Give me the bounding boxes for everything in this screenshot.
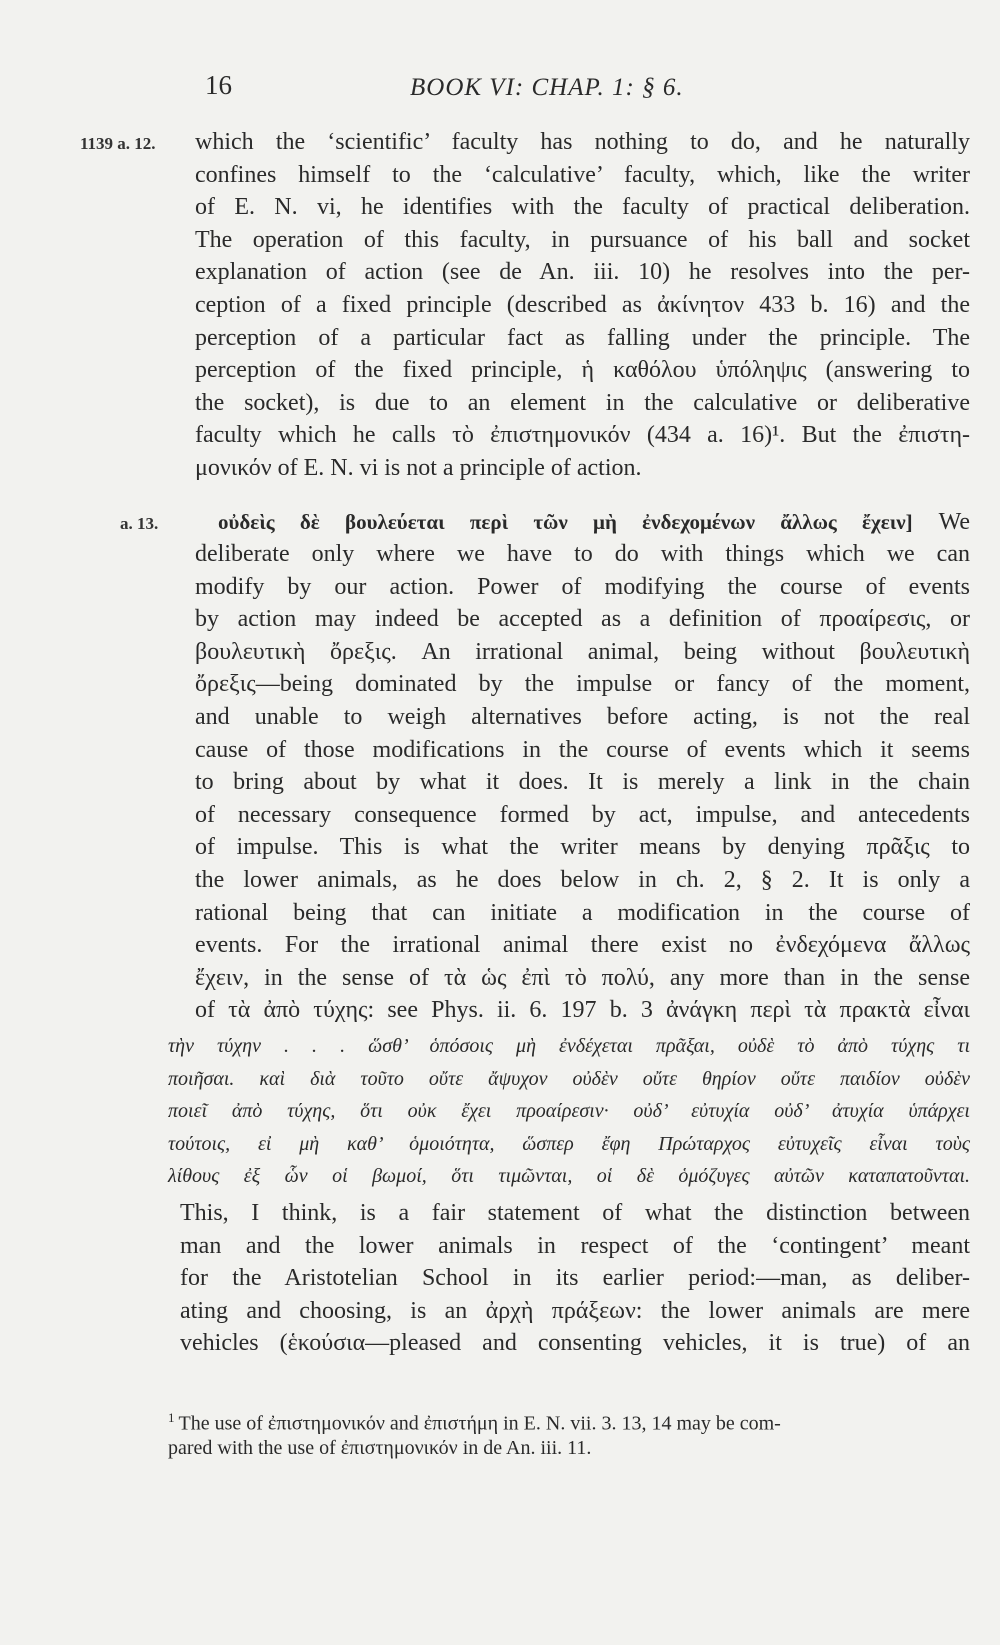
text-line: confines himself to the ‘calculative’ faculty, which, like the writer — [195, 161, 970, 188]
text-line: βουλευτικὴ ὄρεξις. An irrational animal, being without βουλευτικὴ — [195, 638, 970, 665]
text-line: which the ‘scientific’ faculty has nothing to do, and he naturally — [195, 129, 970, 155]
text-line: ception of a fixed principle (described as ἀκίνητον 433 b. 16) and the — [195, 291, 971, 318]
text-line: The operation of this faculty, in pursuance of his ball and socket — [195, 226, 970, 253]
text-line: of impulse. This is what the writer means by denying πρᾶξις to — [195, 834, 970, 861]
text-line: faculty which he calls τὸ ἐπιστημονικόν (434 a. 16)¹. But the ἐπιστη- — [195, 422, 970, 449]
text-line: of E. N. vi, he identifies with the faculty of practical deliberation. — [195, 194, 970, 221]
footnote — [168, 1406, 970, 1460]
text-line: to bring about by what it does. It is merely a link in the chain — [195, 769, 970, 796]
text-line: ἔχειν, in the sense of τὰ ὡς ἐπὶ τὸ πολύ, any more than in the sense — [195, 964, 970, 991]
quote-line: τὴν τύχην . . . ὥσθ’ ὁπόσοις μὴ ἐνδέχεται πρᾶξαι, οὐδὲ τὸ ἀπὸ τύχης τι — [168, 1035, 970, 1057]
lemma-line — [218, 506, 970, 539]
text-line: ating and choosing, is an ἀρχὴ πράξεων: the lower animals are mere — [180, 1297, 970, 1324]
footnote-text: The use of ἐπιστημονικόν and ἐπιστήμη in E. N. vii. 3. 13, 14 may be com- — [178, 1412, 781, 1435]
closing-paragraph — [180, 1197, 970, 1360]
margin-reference-2: a. 13. — [120, 514, 159, 533]
text-line: the socket), is due to an element in the calculative or deliberative — [195, 389, 970, 416]
greek-lemma: οὐδεὶς δὲ βουλεύεται περὶ τῶν μὴ ἐνδεχομένων ἄλλως ἔχειν] — [218, 510, 913, 534]
text-line: man and the lower animals in respect of the ‘contingent’ meant — [180, 1232, 970, 1259]
margin-reference-1: 1139 a. 12. — [80, 134, 156, 153]
text-line: ὄρεξις—being dominated by the impulse or fancy of the moment, — [195, 671, 970, 698]
text-line: modify by our action. Power of modifying the course of events — [195, 573, 970, 600]
text-line: the lower animals, as he does below in ch. 2, § 2. It is only a — [195, 866, 970, 893]
text-line: of τὰ ἀπὸ τύχης: see Phys. ii. 6. 197 b. 3 ἀνάγκη περὶ τὰ πρακτὰ εἶναι — [195, 997, 970, 1024]
running-head: BOOK VI: CHAP. 1: § 6. — [410, 74, 684, 101]
text-line: events. For the irrational animal there exist no ἐνδεχόμενα ἄλλως — [195, 932, 970, 959]
footnote-line: pared with the use of ἐπιστημονικόν in de An. iii. 11. — [168, 1436, 592, 1459]
text-line: rational being that can initiate a modification in the course of — [195, 899, 970, 926]
text-line: This, I think, is a fair statement of what the distinction between — [180, 1200, 970, 1226]
text-line: deliberate only where we have to do with things which we can — [195, 541, 970, 567]
commentary-section-2 — [195, 538, 970, 1027]
footnote-mark: 1 — [168, 1410, 175, 1425]
page-header — [205, 70, 805, 110]
footnote-line — [168, 1406, 970, 1436]
quote-line: ποιῆσαι. καὶ διὰ τοῦτο οὔτε ἄψυχον οὐδὲν οὔτε θηρίον οὔτε παιδίον οὐδὲν — [168, 1067, 970, 1090]
text-line: of necessary consequence formed by act, impulse, and antecedents — [195, 801, 970, 828]
text-line: and unable to weigh alternatives before acting, is not the real — [195, 703, 970, 730]
text-line: cause of those modifications in the course of events which it seems — [195, 736, 970, 763]
lemma-line-content — [218, 506, 970, 539]
page-number: 16 — [205, 70, 232, 100]
text-line: explanation of action (see de An. iii. 10) he resolves into the per- — [195, 259, 970, 286]
quote-line: λίθους ἐξ ὧν οἱ βωμοί, ὅτι τιμῶνται, οἱ δὲ ὁμόζυγες αὐτῶν καταπατοῦνται. — [168, 1165, 970, 1187]
lemma-tail: We — [938, 509, 970, 535]
text-line: vehicles (ἑκούσια—pleased and consenting vehicles, it is true) of an — [180, 1330, 970, 1357]
quote-line: τούτοις, εἰ μὴ καθ’ ὁμοιότητα, ὥσπερ ἔφη Πρώταρχος εὐτυχεῖς εἶναι τοὺς — [168, 1132, 970, 1155]
text-line: perception of a particular fact as falling under the principle. The — [195, 324, 970, 351]
commentary-section-1 — [195, 126, 970, 485]
greek-quotation — [168, 1030, 970, 1193]
quote-line: ποιεῖ ἀπὸ τύχης, ὅτι οὐκ ἔχει προαίρεσιν· οὐδ’ εὐτυχία οὐδ’ ἀτυχία ὑπάρχει — [168, 1100, 970, 1122]
text-line: μονικόν of E. N. vi is not a principle of action. — [195, 454, 642, 481]
text-line: perception of the fixed principle, ἡ καθόλου ὑπόληψις (answering to — [195, 357, 970, 384]
text-line: by action may indeed be accepted as a definition of προαίρεσις, or — [195, 606, 970, 633]
text-line: for the Aristotelian School in its earlier period:—man, as deliber- — [180, 1265, 970, 1292]
